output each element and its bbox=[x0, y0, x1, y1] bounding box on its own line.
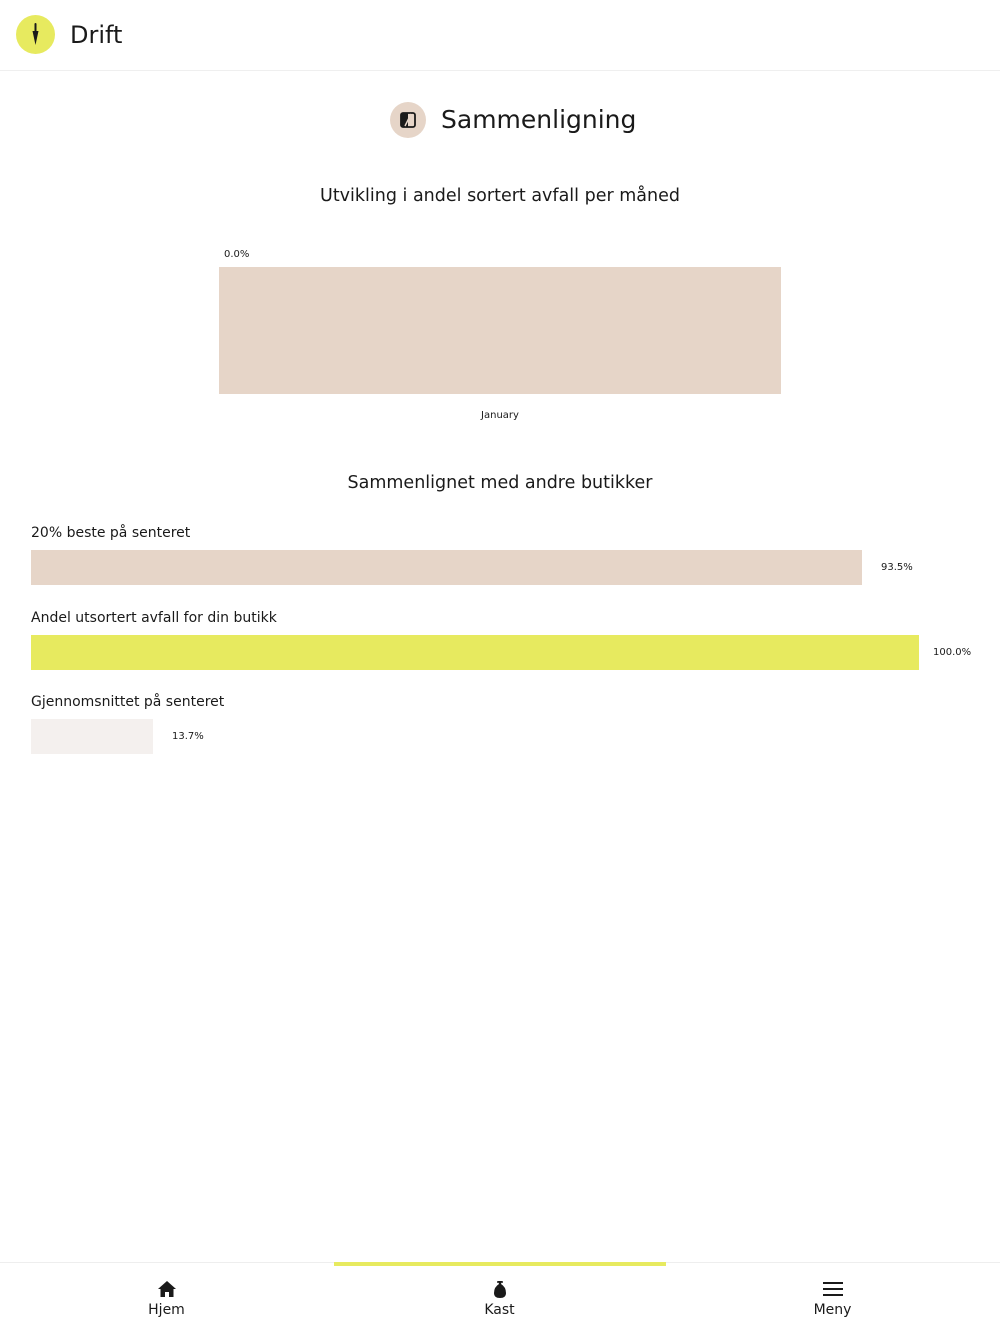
monthly-chart-title: Utvikling i andel sortert avfall per måned bbox=[320, 186, 680, 206]
nav-label-meny: Meny bbox=[813, 1302, 852, 1318]
nav-label-kast: Kast bbox=[484, 1302, 515, 1318]
monthly-chart bbox=[0, 240, 1000, 430]
nav-item-kast[interactable] bbox=[333, 1263, 666, 1335]
x-tick-label: January bbox=[481, 410, 519, 421]
home-icon bbox=[157, 1279, 177, 1299]
comparison-bar bbox=[31, 719, 153, 754]
nav-label-hjem: Hjem bbox=[148, 1302, 185, 1318]
app-header bbox=[0, 0, 1000, 71]
comparison-value: 100.0% bbox=[933, 646, 972, 658]
compare-icon bbox=[390, 102, 426, 138]
comparison-value: 93.5% bbox=[881, 562, 913, 573]
menu-icon bbox=[823, 1279, 843, 1299]
comparison-label: Gjennomsnittet på senteret bbox=[31, 694, 225, 710]
comparison-title: Sammenlignet med andre butikker bbox=[347, 473, 653, 493]
section-title: Sammenligning bbox=[441, 105, 637, 134]
comparison-label: 20% beste på senteret bbox=[31, 525, 191, 541]
nav-item-meny[interactable] bbox=[666, 1263, 999, 1335]
bottom-nav bbox=[0, 1262, 1000, 1335]
comparison-value: 13.7% bbox=[172, 731, 204, 742]
carrot-icon[interactable] bbox=[16, 15, 55, 54]
chart-bar bbox=[219, 267, 781, 394]
app-title: Drift bbox=[70, 21, 123, 49]
comparison-bar bbox=[31, 550, 862, 585]
nav-item-hjem[interactable] bbox=[0, 1263, 333, 1335]
comparison-label: Andel utsortert avfall for din butikk bbox=[31, 609, 277, 626]
data-label: 0.0% bbox=[224, 249, 250, 260]
comparison-bar bbox=[31, 635, 919, 670]
trash-bag-icon bbox=[490, 1279, 510, 1299]
